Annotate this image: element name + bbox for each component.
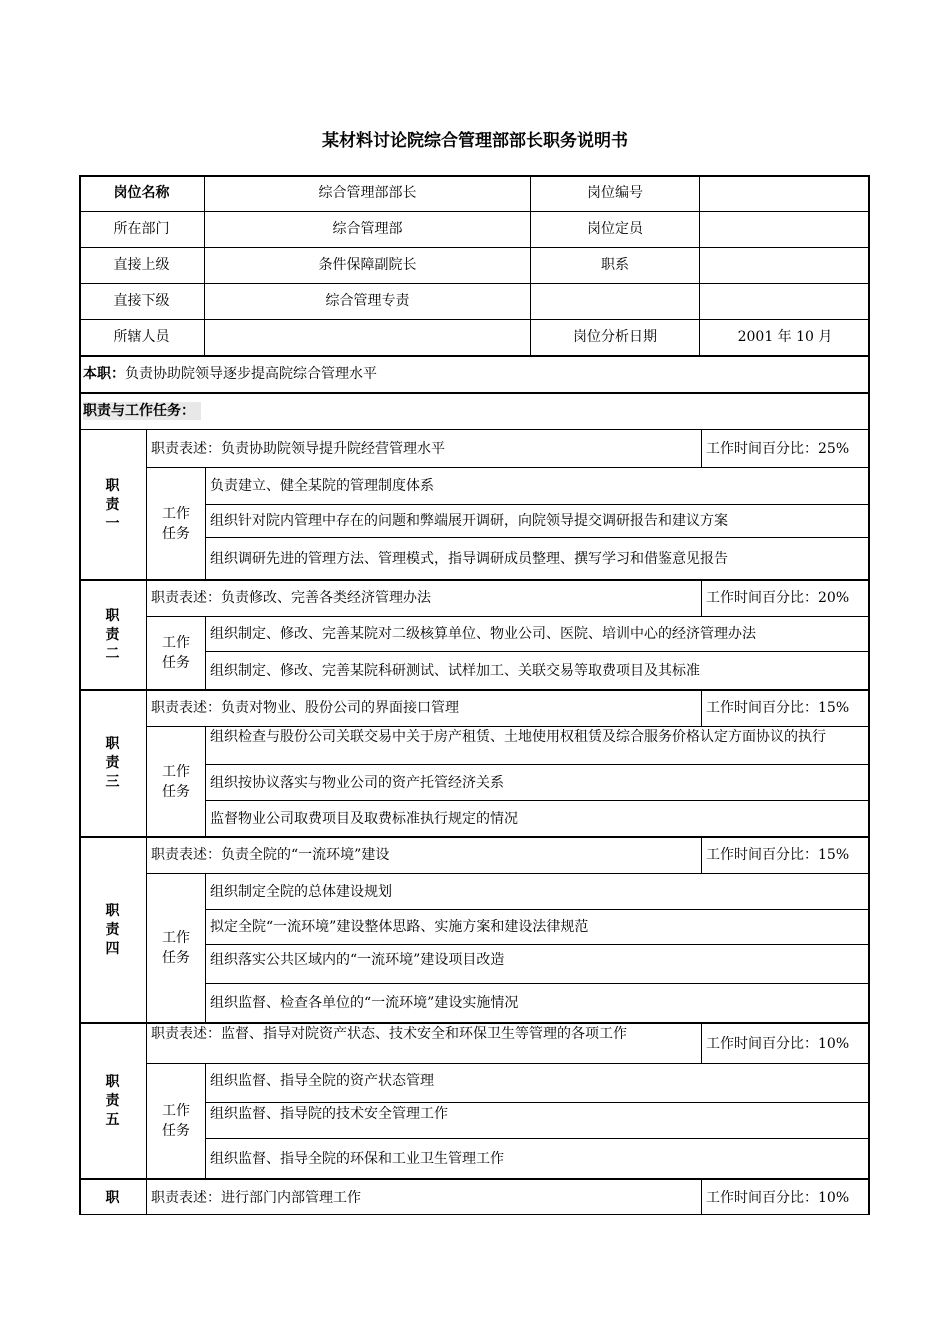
duty-5-name: 职 责 五 [105,1073,120,1128]
page-title: 某材料讨论院综合管理部部长职务说明书 [322,131,628,151]
duty-4-task-4: 组织监督、检查各单位的“一流环境”建设实施情况 [210,995,519,1011]
label-department: 所在部门 [113,221,170,237]
duty-4-task-label: 工作 任务 [162,930,190,966]
value-headcount [700,211,870,247]
value-position-code [700,175,870,211]
duty-4-desc: 职责表述：负责全院的“一流环境”建设 [151,847,390,863]
duty-4-task-3: 组织落实公共区域内的“一流环境”建设项目改造 [210,952,505,968]
label-staff: 所辖人员 [113,329,170,345]
main-duty-row [79,356,870,392]
duty-1-task-3: 组织调研先进的管理方法、管理模式，指导调研成员整理、撰写学习和借鉴意见报告 [210,550,728,567]
duty-5-pct: 工作时间百分比：10% [706,1035,850,1052]
value-job-family [700,247,870,283]
duty-2-pct: 工作时间百分比：20% [706,590,850,606]
section-title: 职责与工作任务： [83,402,201,420]
value-superior: 条件保障副院长 [318,257,417,273]
duty-4-pct: 工作时间百分比：15% [706,847,850,863]
duty-2-task-label: 工作 任务 [162,635,190,671]
label-superior: 直接上级 [113,257,170,273]
job-description-table [79,175,870,1215]
duty-6-name: 职 [105,1189,120,1206]
label-subordinate: 直接下级 [113,293,170,309]
duty-6-pct: 工作时间百分比：10% [706,1190,850,1206]
label-headcount: 岗位定员 [587,221,643,237]
label-analysis-date: 岗位分析日期 [573,329,657,345]
main-duty-text: 负责协助院领导逐步提高院综合管理水平 [125,366,377,382]
duty-1-desc: 职责表述：负责协助院领导提升院经营管理水平 [151,440,445,457]
duty-4-name: 职 责 四 [105,902,120,957]
value-subordinate: 综合管理专责 [325,293,410,309]
value-analysis-date: 2001 年 10 月 [737,329,833,345]
value-empty [700,283,870,319]
duty-5-task-2: 组织监督、指导院的技术安全管理工作 [210,1106,448,1122]
value-department: 综合管理部 [332,221,403,237]
duty-1-name: 职 责 一 [105,477,120,532]
duty-4-task-2: 拟定全院“一流环境”建设整体思路、实施方案和建设法律规范 [210,919,589,935]
value-staff [205,319,530,355]
duty-2-name: 职 责 二 [105,607,120,662]
duty-1-task-label: 工作 任务 [162,505,190,542]
section-row [79,393,870,429]
value-position-name: 综合管理部部长 [318,185,417,201]
label-position-code: 岗位编号 [587,185,643,201]
duty-3-task-label: 工作 任务 [162,763,190,800]
duty-3-pct: 工作时间百分比：15% [706,700,850,716]
duty-3-task-3: 监督物业公司取费项目及取费标准执行规定的情况 [210,810,518,827]
duty-5-task-label: 工作 任务 [162,1103,190,1139]
duty-5-task-1: 组织监督、指导全院的资产状态管理 [210,1073,434,1089]
duty-5-task-3: 组织监督、指导全院的环保和工业卫生管理工作 [210,1150,504,1167]
duty-1-task-2: 组织针对院内管理中存在的问题和弊端展开调研，向院领导提交调研报告和建议方案 [210,513,728,529]
duty-3-name: 职 责 三 [105,736,120,790]
label-empty [531,283,699,319]
duty-4-task-1: 组织制定全院的总体建设规划 [210,883,392,900]
duty-2-task-1: 组织制定、修改、完善某院对二级核算单位、物业公司、医院、培训中心的经济管理办法 [210,626,756,642]
duty-2-task-2: 组织制定、修改、完善某院科研测试、试样加工、关联交易等取费项目及其标准 [210,662,700,679]
duty-3-desc: 职责表述：负责对物业、股份公司的界面接口管理 [151,700,459,716]
label-job-family: 职系 [601,257,629,273]
duty-5-desc: 职责表述：监督、指导对院资产状态、技术安全和环保卫生等管理的各项工作 [151,1026,627,1042]
duty-3-task-2: 组织按协议落实与物业公司的资产托管经济关系 [210,774,504,791]
duty-1-task-1: 负责建立、健全某院的管理制度体系 [210,478,434,494]
label-position-name: 岗位名称 [113,185,170,201]
duty-1-pct: 工作时间百分比：25% [706,440,850,457]
duty-6-desc: 职责表述：进行部门内部管理工作 [151,1190,361,1206]
main-duty-label: 本职： [83,366,125,382]
duty-3-task-1: 组织检查与股份公司关联交易中关于房产租赁、土地使用权租赁及综合服务价格认定方面协议的执行 [210,729,826,745]
duty-2-desc: 职责表述：负责修改、完善各类经济管理办法 [151,590,431,606]
